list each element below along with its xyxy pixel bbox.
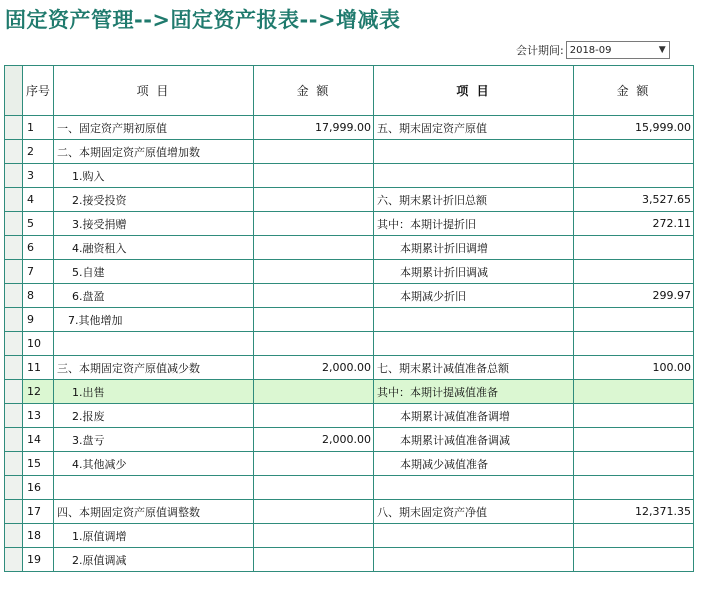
amount-right-cell: 3,527.65 (574, 188, 694, 212)
period-value: 2018-09 (569, 44, 612, 56)
seq-cell: 14 (23, 428, 54, 452)
row-selector-cell[interactable] (5, 356, 23, 380)
item-left-cell: 7.其他增加 (54, 308, 254, 332)
row-selector-cell[interactable] (5, 380, 23, 404)
seq-cell: 6 (23, 236, 54, 260)
col-header-item-left: 项 目 (54, 66, 254, 116)
table-row[interactable] (5, 332, 694, 356)
item-left-cell: 三、本期固定资产原值减少数 (54, 356, 254, 380)
amount-left-cell (254, 260, 374, 284)
seq-cell: 15 (23, 452, 54, 476)
table-row[interactable] (5, 140, 694, 164)
item-right-cell: 其中：本期计提折旧 (374, 212, 574, 236)
item-right-cell: 本期累计减值准备调增 (374, 404, 574, 428)
item-right-cell: 本期累计折旧调增 (374, 236, 574, 260)
amount-left-cell: 2,000.00 (254, 356, 374, 380)
amount-right-cell (574, 548, 694, 572)
row-selector-cell[interactable] (5, 524, 23, 548)
item-left-cell: 2.接受投资 (54, 188, 254, 212)
item-left-cell: 1.原值调增 (54, 524, 254, 548)
amount-right-cell: 299.97 (574, 284, 694, 308)
col-header-amount-left: 金 额 (254, 66, 374, 116)
item-right-cell: 本期累计折旧调减 (374, 260, 574, 284)
seq-cell: 18 (23, 524, 54, 548)
table-row[interactable] (5, 524, 694, 548)
period-selector (516, 40, 670, 60)
table-row[interactable] (5, 476, 694, 500)
seq-cell: 16 (23, 476, 54, 500)
item-left-cell: 四、本期固定资产原值调整数 (54, 500, 254, 524)
amount-right-cell: 100.00 (574, 356, 694, 380)
amount-left-cell: 2,000.00 (254, 428, 374, 452)
table-row[interactable] (5, 548, 694, 572)
seq-cell: 13 (23, 404, 54, 428)
row-selector-cell[interactable] (5, 332, 23, 356)
table-header-row (5, 66, 694, 116)
item-right-cell: 六、期末累计折旧总额 (374, 188, 574, 212)
amount-right-cell: 12,371.35 (574, 500, 694, 524)
item-right-cell: 其中：本期计提减值准备 (374, 380, 574, 404)
amount-left-cell (254, 188, 374, 212)
item-right-cell (374, 548, 574, 572)
table-row[interactable] (5, 452, 694, 476)
amount-left-cell (254, 476, 374, 500)
item-left-cell (54, 476, 254, 500)
item-left-cell: 3.接受捐赠 (54, 212, 254, 236)
seq-cell: 12 (23, 380, 54, 404)
col-header-amount-right: 金 额 (574, 66, 694, 116)
amount-left-cell (254, 236, 374, 260)
amount-left-cell (254, 524, 374, 548)
item-left-cell: 二、本期固定资产原值增加数 (54, 140, 254, 164)
row-selector-cell[interactable] (5, 116, 23, 140)
item-right-cell: 七、期末累计减值准备总额 (374, 356, 574, 380)
amount-right-cell: 15,999.00 (574, 116, 694, 140)
row-selector-cell[interactable] (5, 476, 23, 500)
amount-left-cell (254, 548, 374, 572)
change-report-table (4, 65, 694, 572)
period-label: 会计期间: (516, 44, 564, 57)
amount-right-cell (574, 332, 694, 356)
seq-cell: 17 (23, 500, 54, 524)
col-header-item-right: 项 目 (374, 66, 574, 116)
table-row[interactable] (5, 308, 694, 332)
amount-right-cell (574, 404, 694, 428)
row-selector-cell[interactable] (5, 452, 23, 476)
table-row[interactable] (5, 404, 694, 428)
row-selector-cell[interactable] (5, 308, 23, 332)
amount-right-cell (574, 308, 694, 332)
item-left-cell: 1.购入 (54, 164, 254, 188)
table-row[interactable] (5, 380, 694, 404)
seq-cell: 2 (23, 140, 54, 164)
amount-right-cell: 272.11 (574, 212, 694, 236)
item-right-cell (374, 164, 574, 188)
row-selector-cell[interactable] (5, 548, 23, 572)
item-right-cell: 五、期末固定资产原值 (374, 116, 574, 140)
seq-cell: 9 (23, 308, 54, 332)
row-selector-cell[interactable] (5, 260, 23, 284)
item-left-cell: 6.盘盈 (54, 284, 254, 308)
row-selector-cell[interactable] (5, 284, 23, 308)
table-row[interactable] (5, 284, 694, 308)
item-right-cell: 八、期末固定资产净值 (374, 500, 574, 524)
amount-right-cell (574, 476, 694, 500)
seq-cell: 1 (23, 116, 54, 140)
item-left-cell: 一、固定资产期初原值 (54, 116, 254, 140)
table-row[interactable] (5, 356, 694, 380)
item-right-cell (374, 308, 574, 332)
item-left-cell: 5.自建 (54, 260, 254, 284)
item-right-cell: 本期减少减值准备 (374, 452, 574, 476)
amount-left-cell (254, 164, 374, 188)
row-selector-cell[interactable] (5, 140, 23, 164)
seq-cell: 5 (23, 212, 54, 236)
item-right-cell: 本期减少折旧 (374, 284, 574, 308)
item-left-cell: 4.融资租入 (54, 236, 254, 260)
item-left-cell: 2.原值调减 (54, 548, 254, 572)
page-title: 固定资产管理-->固定资产报表-->增减表 (5, 8, 401, 32)
table-row[interactable] (5, 236, 694, 260)
item-left-cell: 1.出售 (54, 380, 254, 404)
item-left-cell: 4.其他减少 (54, 452, 254, 476)
table-row[interactable] (5, 188, 694, 212)
amount-left-cell (254, 332, 374, 356)
row-selector-header[interactable] (5, 66, 23, 116)
item-left-cell: 3.盘亏 (54, 428, 254, 452)
row-selector-cell[interactable] (5, 500, 23, 524)
seq-cell: 10 (23, 332, 54, 356)
amount-left-cell (254, 308, 374, 332)
amount-right-cell (574, 428, 694, 452)
col-header-seq: 序号 (23, 66, 54, 116)
amount-right-cell (574, 140, 694, 164)
amount-left-cell (254, 500, 374, 524)
amount-left-cell (254, 212, 374, 236)
amount-right-cell (574, 524, 694, 548)
item-right-cell (374, 476, 574, 500)
amount-left-cell (254, 140, 374, 164)
row-selector-cell[interactable] (5, 236, 23, 260)
item-left-cell: 2.报废 (54, 404, 254, 428)
amount-right-cell (574, 236, 694, 260)
row-selector-cell[interactable] (5, 188, 23, 212)
amount-left-cell: 17,999.00 (254, 116, 374, 140)
row-selector-cell[interactable] (5, 164, 23, 188)
item-right-cell (374, 524, 574, 548)
row-selector-cell[interactable] (5, 212, 23, 236)
table-row[interactable] (5, 212, 694, 236)
table-row[interactable] (5, 164, 694, 188)
seq-cell: 19 (23, 548, 54, 572)
chevron-down-icon: ▼ (658, 45, 666, 55)
table-row[interactable] (5, 428, 694, 452)
seq-cell: 8 (23, 284, 54, 308)
item-right-cell: 本期累计减值准备调减 (374, 428, 574, 452)
amount-right-cell (574, 260, 694, 284)
table-row[interactable] (5, 116, 694, 140)
table-row[interactable] (5, 500, 694, 524)
table-row[interactable] (5, 260, 694, 284)
row-selector-cell[interactable] (5, 404, 23, 428)
item-left-cell (54, 332, 254, 356)
amount-left-cell (254, 380, 374, 404)
amount-right-cell (574, 380, 694, 404)
amount-right-cell (574, 164, 694, 188)
item-right-cell (374, 140, 574, 164)
row-selector-cell[interactable] (5, 428, 23, 452)
seq-cell: 11 (23, 356, 54, 380)
seq-cell: 4 (23, 188, 54, 212)
seq-cell: 7 (23, 260, 54, 284)
amount-left-cell (254, 404, 374, 428)
amount-left-cell (254, 284, 374, 308)
amount-right-cell (574, 452, 694, 476)
seq-cell: 3 (23, 164, 54, 188)
amount-left-cell (254, 452, 374, 476)
period-select[interactable] (566, 41, 670, 59)
item-right-cell (374, 332, 574, 356)
